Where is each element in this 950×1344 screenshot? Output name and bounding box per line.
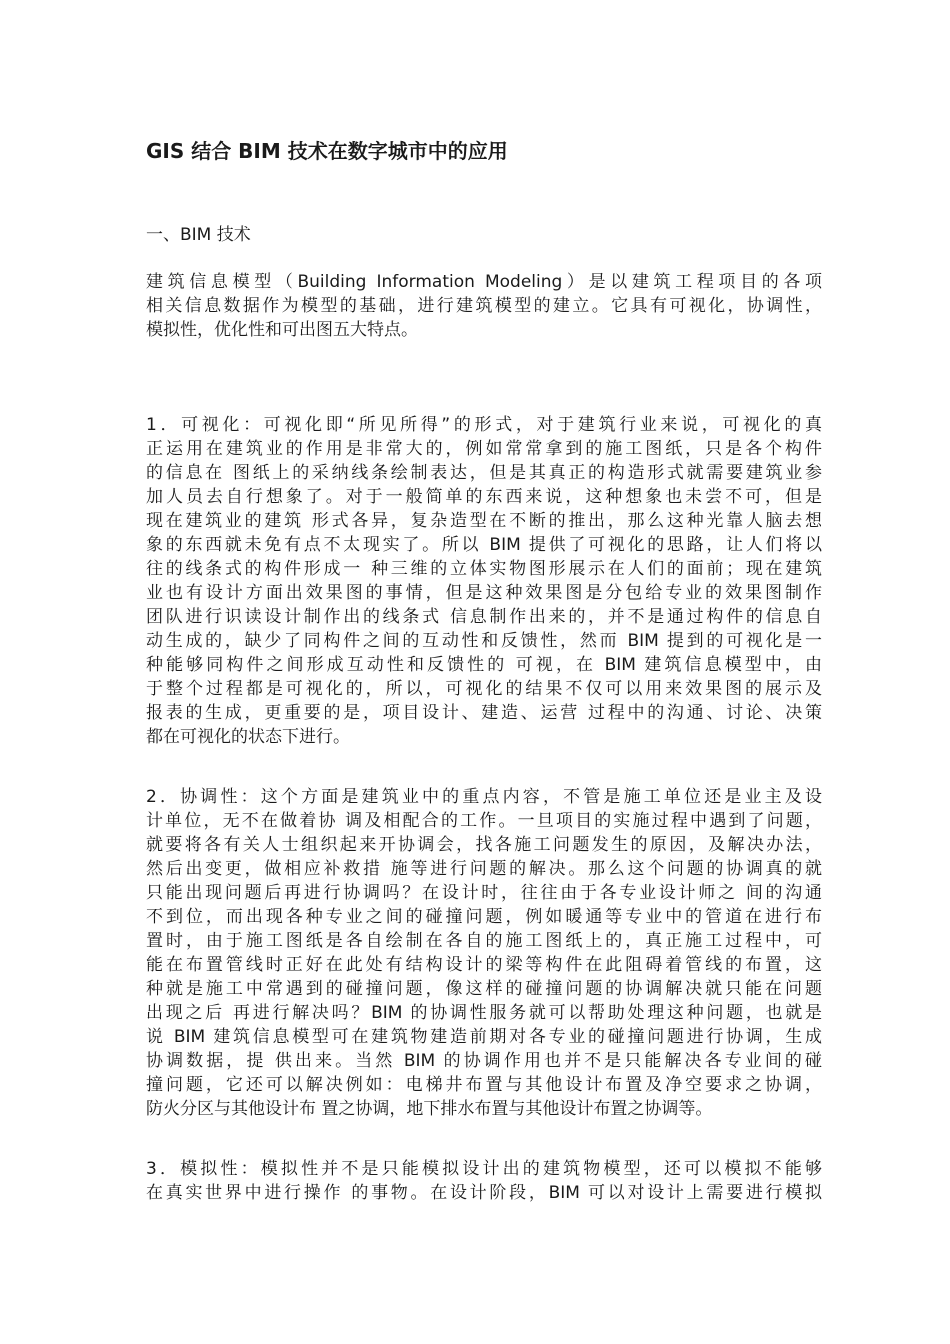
paragraph-line: 只能出现问题后再进行协调吗？在设计时，往往由于各专业设计师之 间的沟通 <box>146 883 822 903</box>
coordination-paragraph <box>146 785 822 1121</box>
paragraph-line: 建筑信息模型（Building Information Modeling）是以建筑工程项目的各项 <box>146 272 822 292</box>
paragraph-line: 能在布置管线时正好在此处有结构设计的梁等构件在此阻碍着管线的布置，这 <box>146 955 822 975</box>
paragraph-line: 出现之后 再进行解决吗？BIM 的协调性服务就可以帮助处理这种问题，也就是 <box>146 1003 822 1023</box>
paragraph-line: 防火分区与其他设计布 置之协调，地下排水布置与其他设计布置之协调等。 <box>146 1099 713 1119</box>
paragraph-line: 撞问题，它还可以解决例如：电梯井布置与其他设计布置及净空要求之协调， <box>146 1075 822 1095</box>
paragraph-line: 说 BIM 建筑信息模型可在建筑物建造前期对各专业的碰撞问题进行协调，生成 <box>146 1027 822 1047</box>
paragraph-line: 相关信息数据作为模型的基础，进行建筑模型的建立。它具有可视化，协调性， <box>146 296 822 316</box>
paragraph-line: 于整个过程都是可视化的，所以，可视化的结果不仅可以用来效果图的展示及 <box>146 679 822 699</box>
paragraph-line: 加人员去自行想象了。对于一般简单的东西来说，这种想象也未尝不可，但是 <box>146 487 822 507</box>
section-heading: 一、BIM 技术 <box>146 225 251 245</box>
paragraph-line: 然后出变更，做相应补救措 施等进行问题的解决。那么这个问题的协调真的就 <box>146 859 822 879</box>
paragraph-line: 模拟性，优化性和可出图五大特点。 <box>146 320 418 340</box>
paragraph-line: 正运用在建筑业的作用是非常大的，例如常常拿到的施工图纸，只是各个构件 <box>146 439 822 459</box>
paragraph-line: 2．协调性：这个方面是建筑业中的重点内容，不管是施工单位还是业主及设 <box>146 787 822 807</box>
paragraph-line: 往的线条式的构件形成一 种三维的立体实物图形展示在人们的面前；现在建筑 <box>146 559 822 579</box>
paragraph-line: 团队进行识读设计制作出的线条式 信息制作出来的，并不是通过构件的信息自 <box>146 607 822 627</box>
paragraph-line: 的信息在 图纸上的采纳线条绘制表达，但是其真正的构造形式就需要建筑业参 <box>146 463 822 483</box>
paragraph-line: 动生成的，缺少了同构件之间的互动性和反馈性，然而 BIM 提到的可视化是一 <box>146 631 822 651</box>
paragraph-line: 业也有设计方面出效果图的事情，但是这种效果图是分包给专业的效果图制作 <box>146 583 822 603</box>
paragraph-line: 象的东西就未免有点不太现实了。所以 BIM 提供了可视化的思路，让人们将以 <box>146 535 822 555</box>
paragraph-line: 3．模拟性：模拟性并不是只能模拟设计出的建筑物模型，还可以模拟不能够 <box>146 1159 822 1179</box>
visualization-paragraph <box>146 413 822 749</box>
paragraph-line: 1．可视化：可视化即“所见所得”的形式，对于建筑行业来说，可视化的真 <box>146 415 822 435</box>
document-title: GIS 结合 BIM 技术在数字城市中的应用 <box>146 139 508 163</box>
paragraph-line: 协调数据，提 供出来。当然 BIM 的协调作用也并不是只能解决各专业间的碰 <box>146 1051 822 1071</box>
paragraph-line: 就要将各有关人士组织起来开协调会，找各施工问题发生的原因，及解决办法， <box>146 835 822 855</box>
paragraph-line: 计单位，无不在做着协 调及相配合的工作。一旦项目的实施过程中遇到了问题， <box>146 811 822 831</box>
paragraph-line: 报表的生成，更重要的是，项目设计、建造、运营 过程中的沟通、讨论、决策 <box>146 703 822 723</box>
simulation-paragraph <box>146 1157 822 1205</box>
paragraph-line: 种就是施工中常遇到的碰撞问题，像这样的碰撞问题的协调解决就只能在问题 <box>146 979 822 999</box>
paragraph-line: 种能够同构件之间形成互动性和反馈性的 可视，在 BIM 建筑信息模型中，由 <box>146 655 822 675</box>
paragraph-line: 在真实世界中进行操作 的事物。在设计阶段，BIM 可以对设计上需要进行模拟 <box>146 1183 822 1203</box>
paragraph-line: 不到位，而出现各种专业之间的碰撞问题，例如暖通等专业中的管道在进行布 <box>146 907 822 927</box>
paragraph-line: 置时，由于施工图纸是各自绘制在各自的施工图纸上的，真正施工过程中，可 <box>146 931 822 951</box>
paragraph-line: 都在可视化的状态下进行。 <box>146 727 350 747</box>
paragraph-line: 现在建筑业的建筑 形式各异，复杂造型在不断的推出，那么这种光靠人脑去想 <box>146 511 822 531</box>
intro-paragraph <box>146 270 822 342</box>
